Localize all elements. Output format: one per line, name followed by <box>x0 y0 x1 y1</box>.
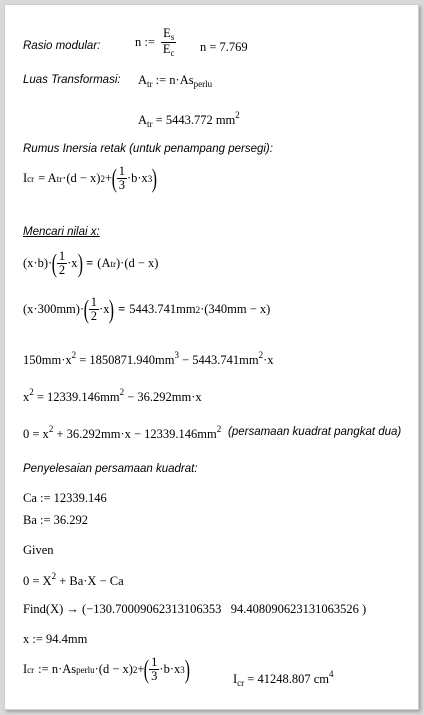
atr-result-sub: tr <box>147 119 153 129</box>
eq1-frac-den: 2 <box>58 263 66 278</box>
rasio-den-sub: c <box>170 48 175 59</box>
icr-part1: = A <box>38 171 57 186</box>
equation-4 <box>23 387 202 405</box>
icr-final-c: + <box>137 662 145 677</box>
icr-part2-sup: 2 <box>100 173 105 184</box>
eq2-fraction <box>89 296 99 323</box>
icr-final-b: ·(d − x) <box>94 662 133 677</box>
eq1-open-paren: ( <box>51 248 58 278</box>
atr-def-base: A <box>138 73 148 87</box>
given-eq-b: + Ba·X − Ca <box>56 574 124 588</box>
atr-definition <box>138 73 212 89</box>
icr-final-base: I <box>23 662 28 677</box>
eq3-a-sup: 2 <box>71 350 77 360</box>
rasio-fraction <box>161 27 177 59</box>
atr-result <box>138 110 240 129</box>
eq4-a: x <box>23 390 30 404</box>
icr-final-d-sup: 3 <box>180 664 185 675</box>
icr-part3: + <box>104 171 113 186</box>
rasio-formula <box>135 27 177 59</box>
icr-final-frac-num: 1 <box>151 655 158 669</box>
icr-final-b-sup: 2 <box>132 664 138 675</box>
icr-fraction <box>117 165 127 192</box>
eq2-frac-num: 1 <box>90 295 98 309</box>
icr-final-formula <box>23 656 189 683</box>
label-mencari-x: Mencari nilai x: <box>23 226 100 238</box>
label-persamaan-kuadrat: (persamaan kuadrat pangkat dua) <box>228 426 402 438</box>
eq3-c-sup: 2 <box>258 350 264 360</box>
eq4-c: − 36.292mm·x <box>124 390 202 404</box>
eq1-frac-num: 1 <box>58 249 66 263</box>
eq5-b-sup: 2 <box>216 424 222 434</box>
eq1-c: (A <box>97 256 111 271</box>
eq2-c-sup: 2 <box>195 304 201 315</box>
atr-def-rhs-sub: perlu <box>193 79 213 89</box>
label-rasio-modular: Rasio modular: <box>23 40 101 52</box>
icr-final-a: := n·As <box>38 662 77 677</box>
icr-final-sub: cr <box>27 664 35 675</box>
eq5-b: + 36.292mm·x − 12339.146mm <box>53 427 217 441</box>
atr-result-value: = 5443.772 mm <box>155 113 236 127</box>
eq1-a: (x·b)· <box>23 256 53 271</box>
icr-frac-den: 3 <box>118 178 125 193</box>
icr-part4-sup: 3 <box>147 173 153 184</box>
icr-open-paren: ( <box>111 163 117 193</box>
eq2-open-paren: ( <box>83 294 90 324</box>
find-result: Find(X) → (−130.70009062313106353 94.408090623131063526 ) <box>23 602 367 616</box>
eq2-frac-den: 2 <box>90 309 98 324</box>
rasio-num: E <box>163 26 171 40</box>
rasio-result: n = 7.769 <box>200 40 248 54</box>
eq2-close-paren: ) <box>109 294 115 324</box>
icr-result-sub: cr <box>237 678 245 688</box>
eq2-c: 5443.741mm <box>129 302 196 317</box>
eq4-b: = 12339.146mm <box>36 390 120 404</box>
icr-sub: cr <box>27 173 35 184</box>
given-keyword: Given <box>23 543 54 557</box>
icr-part1-sub: tr <box>56 173 63 184</box>
eq2-c-end: ·(340mm − x) <box>200 302 271 317</box>
icr-final-a-sub: perlu <box>76 664 95 675</box>
icr-frac-num: 1 <box>118 164 125 178</box>
icr-part2: ·(d − x) <box>62 171 101 186</box>
eq1-close-paren: ) <box>77 248 83 278</box>
icr-final-fraction <box>149 656 159 683</box>
eq5-a: 0 = x <box>23 427 49 441</box>
equation-2 <box>23 296 270 323</box>
equation-5 <box>23 424 221 442</box>
eq4-b-sup: 2 <box>119 387 125 397</box>
icr-close-paren: ) <box>152 163 158 193</box>
icr-result-base: I <box>233 672 238 686</box>
eq5-a-sup: 2 <box>48 424 54 434</box>
eq2-equals: = <box>118 302 126 317</box>
eq4-a-sup: 2 <box>29 387 34 397</box>
given-equation <box>23 571 124 589</box>
eq1-c-sub: tr <box>110 258 116 269</box>
eq3-b: = 1850871.940mm <box>79 353 175 367</box>
atr-result-sup: 2 <box>235 110 240 120</box>
rasio-den: E <box>162 42 171 57</box>
icr-final-result <box>233 669 334 688</box>
eq3-c-end: ·x <box>263 353 274 367</box>
ba-definition: Ba := 36.292 <box>23 513 89 527</box>
icr-base: I <box>23 171 28 186</box>
eq3-b-sup: 3 <box>174 350 179 360</box>
label-penyelesaian: Penyelesaian persamaan kuadrat: <box>23 463 198 475</box>
atr-def-rhs: := n·As <box>155 73 194 87</box>
rasio-num-sub: s <box>170 32 175 42</box>
icr-formula <box>23 165 157 192</box>
eq3-c: − 5443.741mm <box>178 353 259 367</box>
given-eq-a: 0 = X <box>23 574 52 588</box>
icr-result-sup: 4 <box>329 669 334 679</box>
eq1-fraction <box>57 250 67 277</box>
worksheet-page <box>4 4 419 710</box>
icr-final-d: ·b·x <box>159 662 181 677</box>
icr-final-close-paren: ) <box>184 654 190 684</box>
atr-def-sub: tr <box>147 79 153 89</box>
eq1-equals: = <box>86 256 94 271</box>
icr-final-open-paren: ( <box>144 654 150 684</box>
atr-result-base: A <box>138 113 148 127</box>
icr-part4: ·b·x <box>126 171 148 186</box>
given-eq-a-sup: 2 <box>51 571 57 581</box>
eq3-a: 150mm·x <box>23 353 72 367</box>
icr-result-value: = 41248.807 cm <box>247 672 329 686</box>
eq1-c-end: )·(d − x) <box>116 256 159 271</box>
icr-final-frac-den: 3 <box>151 669 158 684</box>
eq2-a: (x·300mm)· <box>23 302 85 317</box>
eq2-b: ·x <box>99 302 110 317</box>
eq1-b: ·x <box>67 256 78 271</box>
label-luas-transformasi: Luas Transformasi: <box>23 74 121 86</box>
label-rumus-inersia: Rumus Inersia retak (untuk penampang persegi): <box>23 143 273 155</box>
rasio-lhs: n := <box>135 35 155 50</box>
ca-definition: Ca := 12339.146 <box>23 491 107 505</box>
equation-3 <box>23 350 274 368</box>
x-definition: x := 94.4mm <box>23 632 88 646</box>
equation-1 <box>23 250 158 277</box>
